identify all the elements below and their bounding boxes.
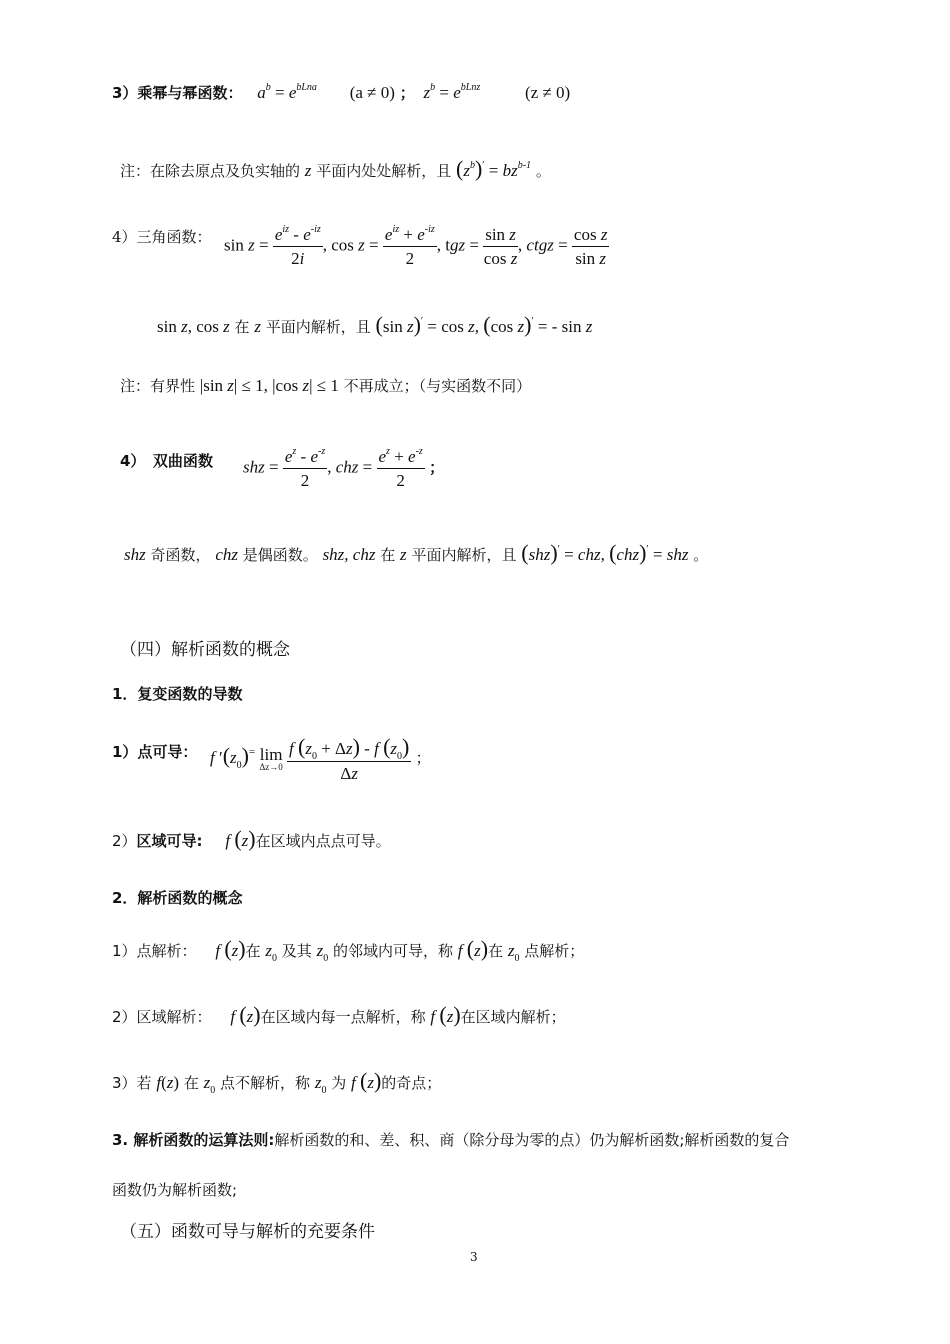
- power-label: 3）乘幂与幂函数：: [112, 84, 243, 102]
- operation-rules-label: 3. 解析函数的运算法则:: [112, 1131, 275, 1149]
- region-analytic: 2）区域解析： f (z)在区域内每一点解析，称 f (z)在区域内解析；: [112, 1002, 566, 1027]
- subsection-1-title: 1．复变函数的导数: [112, 685, 243, 703]
- operation-rules-cont: 函数仍为解析函数;: [112, 1181, 238, 1199]
- operation-rules: [112, 1133, 789, 1148]
- derivative-formula: f $'(z_0)^=$ lim Δz→0 $\frac{f (z_0 + \Delta z) - f (z_0)}{\Delta z}$ ；: [210, 734, 431, 783]
- singular-point: 3）若 f(z) 在 $z_0$ 点不解析，称 $z_0$ 为 f (z)的奇点；: [112, 1068, 442, 1096]
- singular-text-c: 点不解析，称: [220, 1074, 311, 1092]
- hyp-end-mark: 。: [693, 546, 709, 564]
- power-formula-a: $a^b = e^{bLna}$: [257, 82, 317, 102]
- note-power: [120, 158, 551, 180]
- power-line: [112, 84, 570, 101]
- hyp-text-a: 奇函数，: [150, 546, 211, 564]
- trig-derivatives: (sin z)′ = cos z, (cos z)′ = - sin z: [375, 312, 593, 337]
- operation-rules-text: 解析函数的和、差、积、商（除分母为零的点）仍为解析函数;解析函数的复合: [274, 1131, 790, 1149]
- trig-text-a: 在: [234, 318, 250, 336]
- note-trig-text-a: 注：有界性: [120, 377, 196, 395]
- hyp-text-b: 是偶函数。: [242, 546, 318, 564]
- page-number: 3: [470, 1250, 478, 1264]
- region-derivative-label: 区域可导:: [136, 832, 203, 850]
- section-5-title: （五）函数可导与解析的充要条件: [120, 1222, 375, 1242]
- trig-bound: |sin z| ≤ 1, |cos z| ≤ 1: [199, 376, 339, 395]
- trig-text-b: 平面内解析，且: [265, 318, 371, 336]
- point-analytic-text-f: 点解析；: [524, 942, 585, 960]
- point-analytic: 1）点解析： f (z)在 $z_0$ 及其 $z_0$ 的邻域内可导，称 f (z)在 $z_0$ 点解析；: [112, 936, 585, 964]
- hyp-text-d: 平面内解析，且: [411, 546, 517, 564]
- note-power-text-a: 注：在除去原点及负实轴的: [120, 162, 301, 180]
- section-4-title: （四）解析函数的概念: [120, 640, 290, 660]
- singular-text-d: 为: [331, 1074, 347, 1092]
- note-power-text-b: 平面内处处解析，且: [316, 162, 452, 180]
- note-power-z: z: [304, 161, 312, 180]
- point-analytic-label: 1）点解析：: [112, 942, 197, 960]
- region-derivative-num: 2）: [112, 832, 137, 850]
- point-analytic-text-c: 及其: [281, 942, 312, 960]
- region-derivative-text: 在区域内点点可导。: [255, 832, 391, 850]
- note-trig-text-b: 不再成立；（与实函数不同）: [343, 377, 532, 395]
- power-derivative: $(z^b)' = bz^{b-1}$: [456, 156, 532, 181]
- trig-sincos: sin z, cos z: [157, 317, 230, 336]
- point-analytic-text-e: 在: [488, 942, 504, 960]
- note-trig: [120, 377, 531, 394]
- power-sep: ；: [399, 84, 415, 102]
- trig-label: 4）三角函数：: [112, 228, 212, 246]
- point-derivative-label: 1）点可导：: [112, 743, 198, 761]
- point-analytic-text-d: 的邻域内可导，称: [333, 942, 454, 960]
- trig-formulas: sin z = $\frac{e^{iz} - e^{-iz}}{2i}$ , cos z = $\frac{e^{iz} + e^{-iz}}{2}$ , tgz = $\frac{\text{sin z}}{\text{cos z}}$ , ctgz = $\frac{\text{cos z}}{\text{sin z}}$: [224, 224, 608, 268]
- hyp-label: 4） 双曲函数: [120, 452, 213, 470]
- power-cond-z: (z ≠ 0): [525, 83, 571, 102]
- region-analytic-text-c: 在区域内解析；: [460, 1008, 566, 1026]
- region-analytic-label: 2）区域解析：: [112, 1008, 212, 1026]
- note-power-end: 。: [535, 162, 551, 180]
- singular-text-e: 的奇点；: [381, 1074, 442, 1092]
- hyp-text-c: 在: [380, 546, 396, 564]
- power-cond-a: (a ≠ 0): [349, 83, 395, 102]
- singular-text-b: 在: [183, 1074, 199, 1092]
- hyp-analytic: shz 奇函数， chz 是偶函数。 shz, chz 在 z 平面内解析，且 (shz)′ = chz, (chz)′ = shz 。: [124, 540, 709, 565]
- region-derivative: 2）区域可导: f (z)在区域内点点可导。: [112, 826, 391, 851]
- singular-label: 3）若: [112, 1074, 152, 1092]
- point-derivative: [112, 745, 197, 760]
- derivative-end: ；: [415, 748, 431, 767]
- hyp-formulas: shz = $\frac{e^z - e^{-z}}{2}$ , chz = $\frac{e^z + e^{-z}}{2}$ ；: [243, 446, 445, 490]
- subsection-2-title: 2．解析函数的概念: [112, 889, 243, 907]
- hyp-derivatives: (shz)′ = chz, (chz)′ = shz: [521, 540, 689, 565]
- hyp-end: ；: [429, 458, 445, 477]
- point-analytic-text-b: 在: [245, 942, 261, 960]
- power-formula-z: $z^b = e^{bLnz}$: [423, 82, 481, 102]
- trig-analytic: [157, 314, 592, 336]
- region-analytic-text-b: 在区域内每一点解析，称: [260, 1008, 426, 1026]
- trig-z: z: [254, 317, 261, 336]
